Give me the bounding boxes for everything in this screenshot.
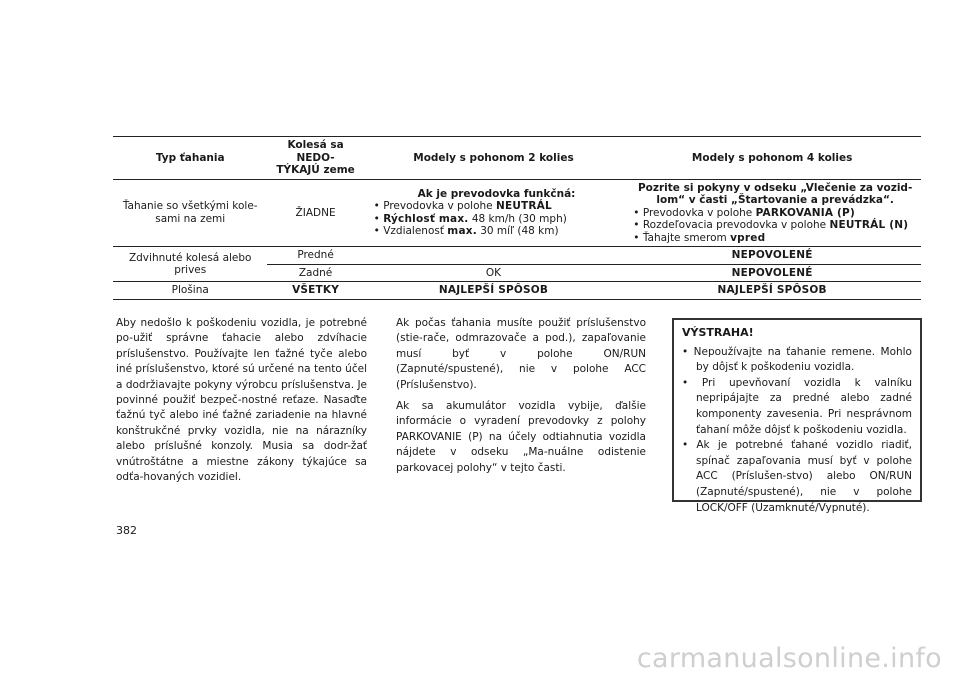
cell-dolly-front-2wd	[364, 247, 624, 265]
header-4wd-models: Modely s pohonom 4 kolies	[623, 137, 921, 180]
list-item: • Rýchlosť max. 48 km/h (30 mph)	[374, 213, 620, 226]
body-column-middle	[396, 316, 646, 482]
table-row	[113, 282, 921, 300]
warning-title: VÝSTRAHA!	[682, 326, 754, 339]
cell-flatbed-4wd: NAJLEPŠÍ SPÔSOB	[623, 282, 921, 300]
list-item: • Ťahajte smerom vpred	[633, 232, 917, 245]
page-number: 382	[116, 524, 137, 537]
flat-tow-4wd-list	[633, 207, 917, 245]
list-item: • Pri upevňovaní vozidla k valníku nepripájajte za predné alebo zadné komponenty zavesenia. Pri nesprávnom ťahaní môže dôjsť k poškodeniu vozidla.	[682, 376, 912, 438]
warning-list	[682, 345, 912, 517]
paragraph: Ak počas ťahania musíte použiť príslušenstvo (stie-rače, odmrazovače a pod.), zapaľovanie musí byť v polohe ON/RUN (Zapnuté/spustené), nie v polohe ACC (Príslušenstvo).	[396, 317, 646, 391]
cell-dolly-rear: Zadné	[267, 264, 363, 282]
header-2wd-models: Modely s pohonom 2 kolies	[364, 137, 624, 180]
list-item: • Nepoužívajte na ťahanie remene. Mohlo by dôjsť k poškodeniu vozidla.	[682, 345, 912, 376]
list-item: • Ak je potrebné ťahané vozidlo riadiť, spínač zapaľovania musí byť v polohe ACC (Príslušen-stvo) alebo ON/RUN (Zapnuté/spustené), nie v polohe LOCK/OFF (Uzamknuté/Vypnuté).	[682, 438, 912, 516]
cell-dolly-front: Predné	[267, 247, 363, 265]
cell-flatbed-wheels: VŠETKY	[267, 282, 363, 300]
table-row	[113, 247, 921, 265]
flat-tow-2wd-list	[374, 200, 620, 238]
list-item: • Rozdeľovacia prevodovka v polohe NEUTRÁL (N)	[633, 219, 917, 232]
paragraph: Aby nedošlo k poškodeniu vozidla, je potrebné po-užiť správne ťahacie alebo zdvíhacie príslušenstvo. Používajte len ťažné tyče alebo iné príslušenstvo, ktoré sú určené na tento účel a dodržiavajte pokyny výrobcu príslušenstva. Je povinné použiť bezpeč-nostné reťaze. Nasaďte ťažnú tyč alebo iné ťažné zariadenie na hlavné konštrukčné prvky vozidla, nie na nárazníky alebo príslušné konzoly. Musia sa dodr-žať vnútroštátne a miestne zákony týkajúce sa odťa-hovaných vozidiel.	[116, 317, 367, 484]
table-row	[113, 179, 921, 247]
flat-tow-4wd-title: Pozrite si pokyny v odseku „Vlečenie za vozid- lom“ v časti „Štartovanie a prevádzka“.	[637, 181, 913, 206]
body-column-left	[116, 316, 367, 491]
towing-table	[113, 136, 921, 300]
cell-dolly-rear-4wd: NEPOVOLENÉ	[623, 264, 921, 282]
warning-box	[672, 318, 922, 514]
table-header-row	[113, 137, 921, 180]
cell-dolly-front-4wd: NEPOVOLENÉ	[623, 247, 921, 265]
cell-dolly-rear-2wd: OK	[364, 264, 624, 282]
list-item: • Vzdialenosť max. 30 míľ (48 km)	[374, 225, 620, 238]
cell-flat-tow-2wd	[364, 179, 624, 247]
list-item: • Prevodovka v polohe PARKOVANIA (P)	[633, 207, 917, 220]
cell-dolly-type: Zdvihnuté kolesá alebo prives	[113, 247, 267, 282]
header-wheels-off-ground: Kolesá sa NEDO- TÝKAJÚ zeme	[267, 137, 363, 180]
cell-flat-tow-4wd	[623, 179, 921, 247]
watermark-logo: carmanualsonline.info	[636, 643, 942, 674]
header-towing-type: Typ ťahania	[113, 137, 267, 180]
cell-flat-tow-wheels: ŽIADNE	[267, 179, 363, 247]
list-item: • Prevodovka v polohe NEUTRÁL	[374, 200, 620, 213]
paragraph: Ak sa akumulátor vozidla vybije, ďalšie informácie o vyradení prevodovky z polohy PARKOVANIE (P) na účely odtiahnutia vozidla nájdete v odseku „Ma-nuálne odistenie parkovacej polohy“ v tejto časti.	[396, 400, 646, 474]
cell-flatbed-2wd: NAJLEPŠÍ SPÔSOB	[364, 282, 624, 300]
cell-flatbed-type: Plošina	[113, 282, 267, 300]
cell-flat-tow-type: Ťahanie so všetkými kole- sami na zemi	[113, 179, 267, 247]
flat-tow-2wd-title: Ak je prevodovka funkčná:	[417, 187, 576, 200]
